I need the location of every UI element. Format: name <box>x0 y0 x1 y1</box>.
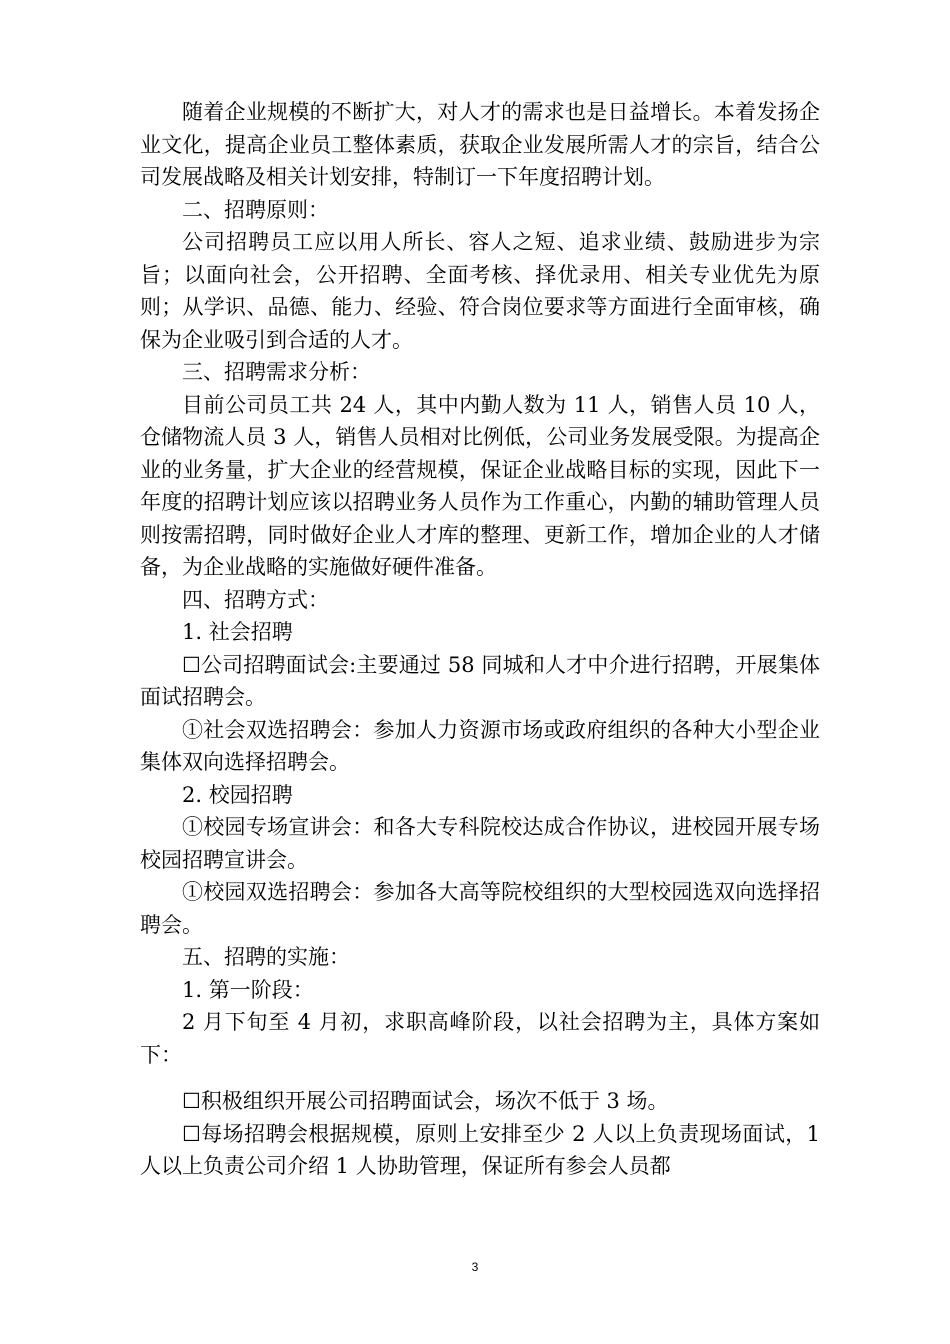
list-item-company-interview: ☐公司招聘面试会:主要通过 58 同城和人才中介进行招聘，开展集体面试招聘会。 <box>140 652 820 709</box>
list-item-campus-job-fair: ①校园双选招聘会：参加各大高等院校组织的大型校园选双向选择招聘会。 <box>140 880 820 937</box>
list-item-interview-sessions: ☐积极组织开展公司招聘面试会，场次不低于 3 场。 <box>182 1089 669 1113</box>
heading-recruitment-methods: 四、招聘方式： <box>182 587 329 612</box>
list-item-campus-presentation: ①校园专场宣讲会：和各大专科院校达成合作协议，进校园开展专场校园招聘宣讲会。 <box>140 815 820 872</box>
subheading-campus-recruitment: 2. 校园招聘 <box>182 782 293 807</box>
heading-implementation: 五、招聘的实施： <box>182 945 350 969</box>
page-number: 3 <box>471 1260 479 1274</box>
intro-paragraph: 随着企业规模的不断扩大，对人才的需求也是日益增长。本着发扬企业文化，提高企业员工整体素质，获取企业发展所需人才的宗旨，结合公司发展战略及相关计划安排，特制订一下年度招聘计划。 <box>140 100 820 189</box>
subheading-first-stage: 1. 第一阶段： <box>182 977 314 1002</box>
list-item-staffing-arrangement: ☐每场招聘会根据规模，原则上安排至少 2 人以上负责现场面试，1 人以上负责公司介绍 1 人协助管理，保证所有参会人员都 <box>140 1121 820 1178</box>
document-body <box>140 96 820 1183</box>
principles-paragraph: 公司招聘员工应以用人所长、容人之短、追求业绩、鼓励进步为宗旨；以面向社会，公开招聘、全面考核、择优录用、相关专业优先为原则；从学识、品德、能力、经验、符合岗位要求等方面进行全面审核，确保为企业吸引到合适的人才。 <box>140 230 820 352</box>
demand-analysis-paragraph: 目前公司员工共 24 人，其中内勤人数为 11 人，销售人员 10 人，仓储物流人员 3 人，销售人员相对比例低，公司业务发展受限。为提高企业的业务量，扩大企业的经营规模，保证企业战略目标的实现，因此下一年度的招聘计划应该以招聘业务人员作为工作重心，内勤的辅助管理人员则按需招聘，同时做好企业人才库的整理、更新工作，增加企业的人才储备，为企业战略的实施做好硬件准备。 <box>140 392 820 579</box>
first-stage-paragraph: 2 月下旬至 4 月初，求职高峰阶段，以社会招聘为主，具体方案如下： <box>140 1010 820 1067</box>
subheading-social-recruitment: 1. 社会招聘 <box>182 620 293 644</box>
list-item-social-job-fair: ①社会双选招聘会：参加人力资源市场或政府组织的各种大小型企业集体双向选择招聘会。 <box>140 717 820 774</box>
heading-demand-analysis: 三、招聘需求分析： <box>182 360 371 384</box>
heading-recruitment-principles: 二、招聘原则： <box>182 197 329 222</box>
